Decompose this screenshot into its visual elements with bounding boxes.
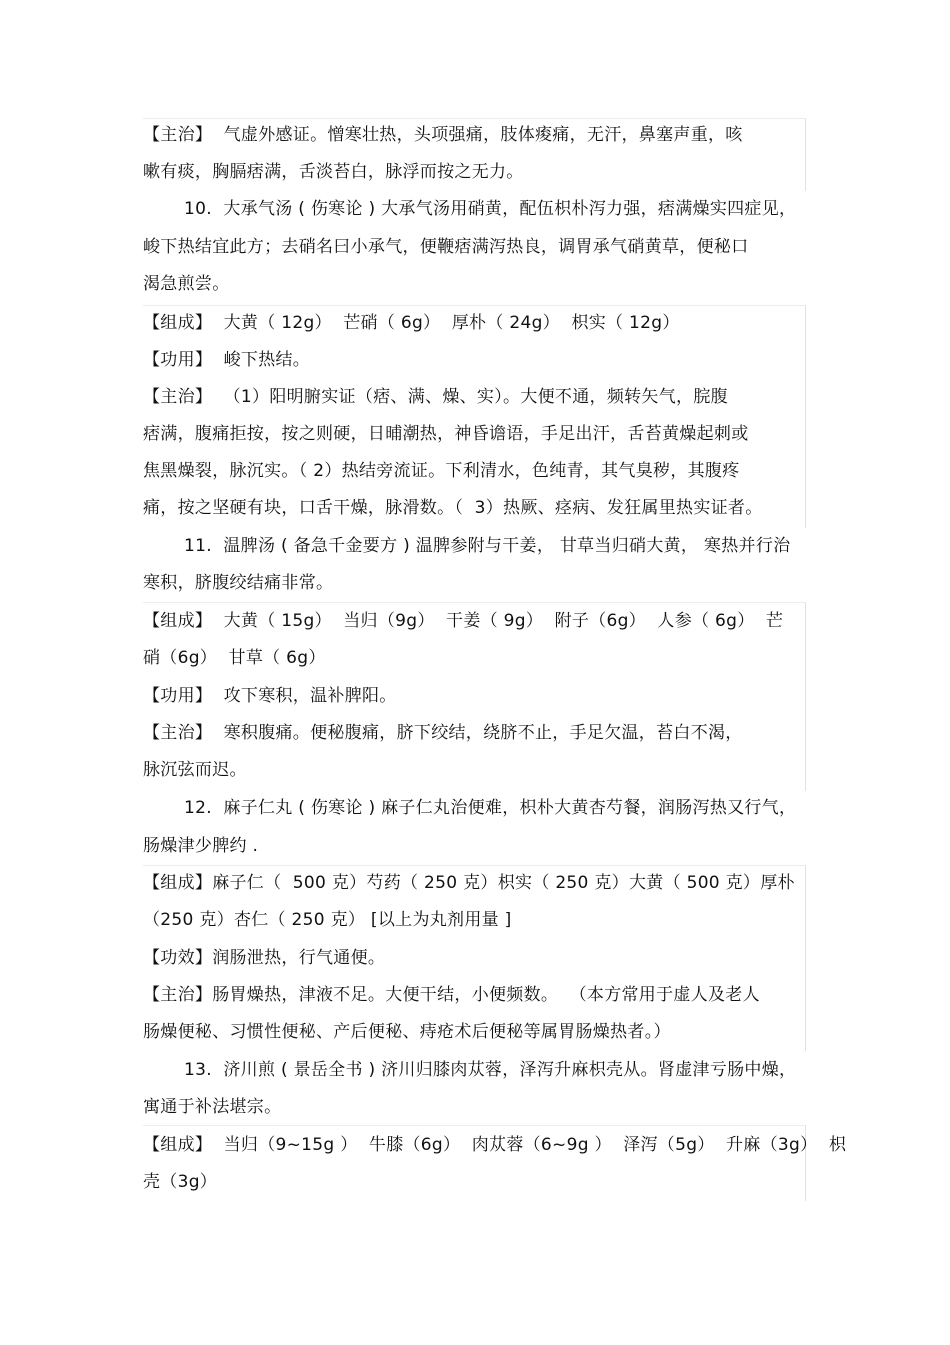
text-line: 【主治】 寒积腹痛。便秘腹痛，脐下绞结，绕脐不止，手足欠温，苔白不渴， (143, 723, 743, 743)
text-line: 嗽有痰，胸膈痞满，舌淡苔白，脉浮而按之无力。 (143, 162, 524, 182)
text-line: 寒积，脐腹绞结痛非常。 (143, 573, 334, 593)
text-line: 13. 济川煎 ( 景岳全书 ) 济川归膝肉苁蓉，泽泻升麻枳壳从。肾虚津亏肠中燥， (184, 1060, 797, 1080)
text-line: 【主治】肠胃燥热，津液不足。大便干结，小便频数。 （本方常用于虚人及老人 (143, 985, 760, 1005)
text-line: 脉沉弦而迟。 (143, 760, 247, 780)
text-line: 【功用】 攻下寒积，温补脾阳。 (143, 686, 397, 706)
text-line: 【主治】 气虚外感证。憎寒壮热，头项强痛，肢体痠痛，无汗，鼻塞声重，咳 (143, 125, 743, 145)
text-line: 11. 温脾汤 ( 备急千金要方 ) 温脾参附与干姜， 甘草当归硝大黄， 寒热并行治 (184, 536, 791, 556)
text-line: 【组成】 大黄（ 12g） 芒硝（ 6g） 厚朴（ 24g） 枳实（ 12g） (143, 313, 680, 333)
text-line: 【功效】润肠泄热，行气通便。 (143, 948, 386, 968)
text-line: 肠燥津少脾约 . (143, 836, 259, 856)
text-line: 渴急煎尝。 (143, 274, 230, 294)
text-line: 寓通于补法堪宗。 (143, 1097, 282, 1117)
text-line: 【主治】 （1）阳明腑实证（痞、满、燥、实）。大便不通，频转矢气，脘腹 (143, 387, 728, 407)
text-line: 【组成】 当归（9~15g ） 牛膝（6g） 肉苁蓉（6~9g ） 泽泻（5g） 升麻（3g） 枳 (143, 1135, 847, 1155)
text-line: （250 克）杏仁（ 250 克） [以上为丸剂用量 ] (143, 910, 512, 930)
text-line: 肠燥便秘、习惯性便秘、产后便秘、痔疮术后便秘等属胃肠燥热者。） (143, 1022, 671, 1042)
text-line: 峻下热结宜此方；去硝名曰小承气，便鞭痞满泻热良，调胃承气硝黄草，便秘口 (143, 237, 749, 257)
text-line: 焦黑燥裂，脉沉实。（ 2）热结旁流证。下利清水，色纯青，其气臭秽，其腹疼 (143, 461, 740, 481)
text-line: 【功用】 峻下热结。 (143, 350, 311, 370)
content-box (143, 305, 806, 528)
text-line: 痛，按之坚硬有块，口舌干燥，脉滑数。（ 3）热厥、痉病、发狂属里热实证者。 (143, 498, 763, 518)
text-line: 12. 麻子仁丸 ( 伤寒论 ) 麻子仁丸治便难，枳朴大黄杏芍餐，润肠泻热又行气， (184, 798, 797, 818)
text-line: 壳（3g） (143, 1172, 218, 1192)
text-line: 10. 大承气汤 ( 伤寒论 ) 大承气汤用硝黄，配伍枳朴泻力强，痞满燥实四症见， (184, 199, 797, 219)
text-line: 【组成】麻子仁（ 500 克）芍药（ 250 克）枳实（ 250 克）大黄（ 500 克）厚朴 (143, 873, 795, 893)
text-line: 硝（6g） 甘草（ 6g） (143, 648, 326, 668)
text-line: 【组成】 大黄（ 15g） 当归（9g） 干姜（ 9g） 附子（6g） 人参（ 6g） 芒 (143, 611, 784, 631)
text-line: 痞满，腹痛拒按，按之则硬，日晡潮热，神昏谵语，手足出汗，舌苔黄燥起刺或 (143, 424, 749, 444)
